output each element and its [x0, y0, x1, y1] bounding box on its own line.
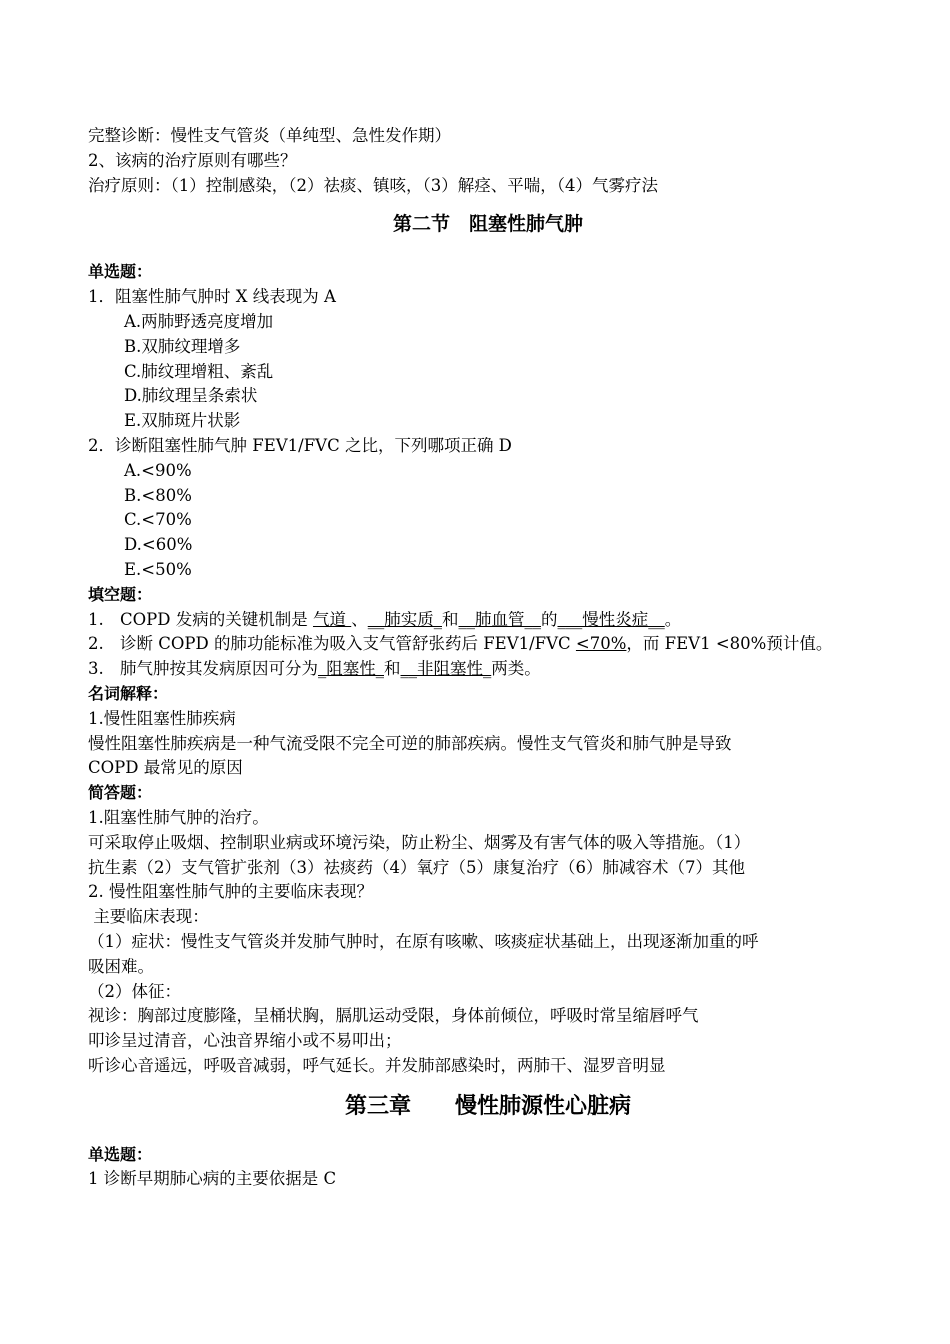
fill-item-3-end: 两类。: [491, 659, 541, 679]
fill-item-1-sep: 、: [351, 609, 368, 629]
question-1-option-c: C.肺纹理增粗、紊乱: [124, 361, 274, 381]
short-2-line-4: （2）体征：: [88, 981, 181, 1001]
chapter-title: 第三章 慢性肺源性心脏病: [344, 1093, 631, 1119]
fill-item-1-blank-3: __肺血管__: [458, 609, 541, 629]
short-1-line-2: 抗生素（2）支气管扩张剂（3）祛痰药（4）氧疗（5）康复治疗（6）肺减容术（7）其他: [88, 857, 745, 877]
diagnosis-line: 完整诊断：慢性支气管炎（单纯型、急性发作期）: [88, 126, 451, 145]
fill-item-1-and: 和: [441, 609, 459, 629]
term-1-line-2: COPD 最常见的原因: [88, 758, 243, 778]
fill-item-1: [88, 608, 888, 633]
short-1-title: 1.阻塞性肺气肿的治疗。: [88, 807, 269, 827]
chapter-question-1: 1 诊断早期肺心病的主要依据是 C: [88, 1169, 337, 1189]
short-2-title: 2. 慢性阻塞性肺气肿的主要临床表现？: [88, 882, 373, 902]
question-2-option-c: C.<70%: [124, 510, 192, 530]
fill-item-1-blank-2: __肺实质_: [367, 609, 442, 629]
question-1-option-a: A.两肺野透亮度增加: [124, 311, 274, 331]
fill-blank-heading: 填空题：: [88, 584, 153, 604]
fill-item-2-tail: ，而 FEV1 <80%预计值。: [626, 634, 833, 654]
question-2-option-a: A.<90%: [124, 460, 192, 480]
question-2-option-d: D.<60%: [124, 535, 193, 555]
fill-item-1-end: 。: [664, 609, 682, 629]
document-page: [88, 124, 888, 1192]
fill-item-2-number: 2.: [88, 634, 104, 654]
question-2-stem: 2．诊断阻塞性肺气肿 FEV1/FVC 之比，下列哪项正确 D: [88, 435, 512, 455]
short-2-line-7: 听诊心音遥远，呼吸音减弱，呼气延长。并发肺部感染时，两肺干、湿罗音明显: [88, 1055, 666, 1075]
question-2-option-b: B.<80%: [124, 485, 192, 505]
short-1-line-1: 可采取停止吸烟、控制职业病或环境污染，防止粉尘、烟雾及有害气体的吸入等措施。（1）: [88, 832, 751, 852]
section-title: 第二节 阻塞性肺气肿: [392, 213, 583, 236]
short-2-line-6: 叩诊呈过清音，心浊音界缩小或不易叩出；: [88, 1031, 402, 1051]
question-1-option-b: B.双肺纹理增多: [124, 336, 241, 356]
short-2-line-2: （1）症状：慢性支气管炎并发肺气肿时，在原有咳嗽、咳痰症状基础上，出现逐渐加重的呼: [88, 931, 759, 951]
fill-item-1-blank-4: ___慢性炎症__: [557, 609, 665, 629]
fill-item-3-and: 和: [384, 659, 401, 679]
term-heading: 名词解释：: [88, 683, 169, 703]
fill-item-1-number: 1.: [88, 609, 104, 629]
short-answer-heading: 简答题：: [88, 783, 153, 803]
treatment-line: 治疗原则：（1）控制感染，（2）祛痰、镇咳，（3）解痉、平喘，（4）气雾疗法: [88, 175, 658, 195]
question-2-line: 2、该病的治疗原则有哪些？: [88, 150, 297, 170]
fill-item-1-text: COPD 发病的关键机制是: [120, 609, 313, 629]
fill-item-2: [88, 632, 888, 657]
fill-item-3-number: 3.: [88, 659, 104, 679]
short-2-line-3: 吸困难。: [88, 956, 154, 976]
term-1-line-1: 慢性阻塞性肺疾病是一种气流受限不完全可逆的肺部疾病。慢性支气管炎和肺气肿是导致: [88, 733, 732, 753]
single-choice-heading: 单选题：: [88, 262, 153, 282]
term-1-title: 1.慢性阻塞性肺疾病: [88, 708, 236, 728]
question-1-stem: 1．阻塞性肺气肿时 X 线表现为 A: [88, 287, 336, 307]
fill-item-3-blank-2: __非阻塞性_: [400, 659, 492, 679]
fill-item-2-text: 诊断 COPD 的肺功能标准为吸入支气管舒张药后 FEV1/FVC: [120, 634, 576, 654]
short-2-line-1: 主要临床表现：: [88, 907, 209, 927]
question-1-option-d: D.肺纹理呈条索状: [124, 386, 258, 406]
fill-item-3: [88, 657, 888, 682]
fill-item-2-blank-1: <70%: [575, 634, 627, 654]
fill-item-1-blank-1: 气道: [312, 609, 352, 629]
question-1-option-e: E.双肺斑片状影: [124, 411, 241, 431]
short-2-line-5: 视诊：胸部过度膨隆，呈桶状胸，膈肌运动受限，身体前倾位，呼吸时常呈缩唇呼气: [88, 1006, 699, 1026]
fill-item-3-text: 肺气肿按其发病原因可分为: [120, 659, 318, 679]
chapter-single-choice-heading: 单选题：: [88, 1144, 153, 1164]
question-2-option-e: E.<50%: [124, 559, 192, 579]
fill-item-3-blank-1: _阻塞性_: [318, 659, 384, 679]
fill-item-1-of: 的: [540, 609, 558, 629]
